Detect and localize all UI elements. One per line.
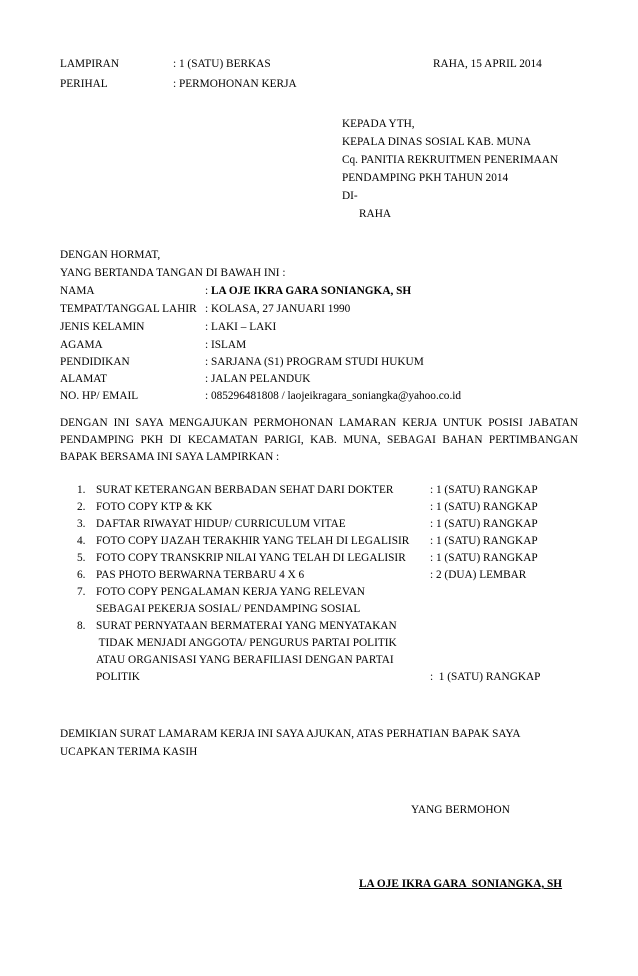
body-line-1: DENGAN INI SAYA MENGAJUKAN PERMOHONAN LAMARAN KERJA UNTUK POSISI JABATAN — [60, 417, 578, 429]
attachment-text-continued: TIDAK MENJADI ANGGOTA/ PENGURUS PARTAI POLITIK — [96, 637, 397, 649]
signature-title: YANG BERMOHON — [411, 804, 510, 816]
applicant-name: LA OJE IKRA GARA SONIANGKA, SH — [210, 285, 412, 297]
attachment-text: FOTO COPY IJAZAH TERAKHIR YANG TELAH DI LEGALISIR — [96, 535, 410, 547]
attachment-qty: : 1 (SATU) RANGKAP — [430, 518, 538, 530]
attachment-text: PAS PHOTO BERWARNA TERBARU 4 X 6 — [96, 569, 305, 581]
religion-label: AGAMA — [60, 339, 103, 351]
recipient-line-5: DI- — [342, 190, 358, 202]
greeting: DENGAN HORMAT, — [60, 249, 161, 261]
recipient-line-1: KEPADA YTH, — [342, 118, 415, 130]
body-paragraph — [60, 415, 578, 449]
birth-value: : KOLASA, 27 JANUARI 1990 — [205, 303, 351, 315]
attachment-number: 4. — [77, 535, 86, 547]
applicant-name-colon: : — [205, 285, 211, 297]
attachment-text: DAFTAR RIWAYAT HIDUP/ CURRICULUM VITAE — [96, 518, 346, 530]
body-line-2: PENDAMPING PKH DI KECAMATAN PARIGI, KAB. MUNA, SEBAGAI BAHAN PERTIMBANGAN — [60, 434, 578, 446]
lampiran-label: LAMPIRAN — [60, 58, 119, 70]
attachment-number: 1. — [77, 484, 86, 496]
recipient-line-6: RAHA — [359, 208, 392, 220]
attachment-qty: : 1 (SATU) RANGKAP — [430, 671, 541, 683]
attachment-number: 2. — [77, 501, 86, 513]
attachment-text: FOTO COPY TRANSKRIP NILAI YANG TELAH DI LEGALISIR — [96, 552, 406, 564]
religion-value: : ISLAM — [205, 339, 247, 351]
perihal-value: : PERMOHONAN KERJA — [173, 78, 297, 90]
recipient-line-3: Cq. PANITIA REKRUITMEN PENERIMAAN — [342, 154, 559, 166]
body-line-3: BAPAK BERSAMA INI SAYA LAMPIRKAN : — [60, 451, 280, 463]
recipient-line-4: PENDAMPING PKH TAHUN 2014 — [342, 172, 509, 184]
attachment-number: 3. — [77, 518, 86, 530]
gender-label: JENIS KELAMIN — [60, 321, 145, 333]
attachment-number: 6. — [77, 569, 86, 581]
address-value: : JALAN PELANDUK — [205, 373, 311, 385]
intro-line: YANG BERTANDA TANGAN DI BAWAH INI : — [60, 267, 286, 279]
gender-value: : LAKI – LAKI — [205, 321, 277, 333]
attachment-qty: : 1 (SATU) RANGKAP — [430, 552, 538, 564]
attachment-text: FOTO COPY PENGALAMAN KERJA YANG RELEVAN — [96, 586, 365, 598]
education-value: : SARJANA (S1) PROGRAM STUDI HUKUM — [205, 356, 424, 368]
recipient-line-2: KEPALA DINAS SOSIAL KAB. MUNA — [342, 136, 532, 148]
attachment-qty: : 1 (SATU) RANGKAP — [430, 501, 538, 513]
attachment-number: 5. — [77, 552, 86, 564]
applicant-name-label: NAMA — [60, 285, 95, 297]
address-label: ALAMAT — [60, 373, 108, 385]
place-date: RAHA, 15 APRIL 2014 — [433, 58, 542, 70]
attachment-text: SURAT PERNYATAAN BERMATERAI YANG MENYATAKAN — [96, 620, 397, 632]
attachment-qty: : 1 (SATU) RANGKAP — [430, 535, 538, 547]
contact-value: : 085296481808 / laojeikragara_soniangka@yahoo.co.id — [205, 390, 462, 402]
attachment-number: 7. — [77, 586, 86, 598]
birth-label: TEMPAT/TANGGAL LAHIR — [60, 303, 197, 315]
attachment-qty: : 1 (SATU) RANGKAP — [430, 484, 538, 496]
contact-label: NO. HP/ EMAIL — [60, 390, 139, 402]
lampiran-value: : 1 (SATU) BERKAS — [173, 58, 271, 70]
closing-line-2: UCAPKAN TERIMA KASIH — [60, 746, 198, 758]
perihal-label: PERIHAL — [60, 78, 108, 90]
attachment-qty: : 2 (DUA) LEMBAR — [430, 569, 527, 581]
education-label: PENDIDIKAN — [60, 356, 130, 368]
attachment-text-continued: SEBAGAI PEKERJA SOSIAL/ PENDAMPING SOSIAL — [96, 603, 361, 615]
attachment-text-continued: ATAU ORGANISASI YANG BERAFILIASI DENGAN PARTAI — [96, 654, 394, 666]
signature-name: LA OJE IKRA GARA SONIANGKA, SH — [359, 878, 563, 890]
attachment-number: 8. — [77, 620, 86, 632]
attachment-text: SURAT KETERANGAN BERBADAN SEHAT DARI DOKTER — [96, 484, 394, 496]
attachment-text-continued: POLITIK — [96, 671, 140, 683]
attachment-text: FOTO COPY KTP & KK — [96, 501, 213, 513]
applicant-name-value — [205, 283, 411, 300]
closing-line-1: DEMIKIAN SURAT LAMARAM KERJA INI SAYA AJUKAN, ATAS PERHATIAN BAPAK SAYA — [60, 728, 521, 740]
